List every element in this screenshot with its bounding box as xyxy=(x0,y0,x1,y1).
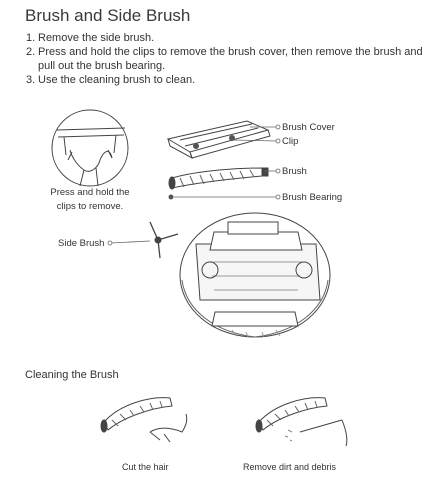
cut-hair-caption: Cut the hair xyxy=(122,462,169,472)
clip-label: Clip xyxy=(282,136,299,147)
remove-debris-caption: Remove dirt and debris xyxy=(243,462,337,472)
brush-bearing-label: Brush Bearing xyxy=(282,192,343,203)
brush-illustration xyxy=(169,168,268,189)
remove-debris-illustration xyxy=(256,398,347,446)
side-brush-illustration xyxy=(150,222,178,258)
step-number: 1. xyxy=(26,32,36,44)
side-brush-label: Side Brush xyxy=(58,238,105,249)
robot-vacuum-illustration xyxy=(180,213,330,337)
press-hold-caption: Press and hold the clips to remove. xyxy=(50,187,130,212)
brush-label: Brush xyxy=(282,166,307,177)
step-number: 2. xyxy=(26,46,36,58)
brush-cover-illustration xyxy=(168,121,270,158)
step-text: Use the cleaning brush to clean. xyxy=(38,74,196,86)
cleaning-heading: Cleaning the Brush xyxy=(25,369,119,381)
step-number: 3. xyxy=(26,74,36,86)
brush-cover-label: Brush Cover xyxy=(282,122,335,133)
clip-zoom-illustration xyxy=(52,110,128,186)
step-text: Press and hold the clips to remove the brush cover, then remove the brush and pull out the brush bearing. xyxy=(38,46,423,72)
page-title: Brush and Side Brush xyxy=(25,6,191,25)
bearing-icon xyxy=(169,195,174,200)
cut-hair-illustration xyxy=(101,398,187,442)
step-text: Remove the side brush. xyxy=(38,32,155,44)
